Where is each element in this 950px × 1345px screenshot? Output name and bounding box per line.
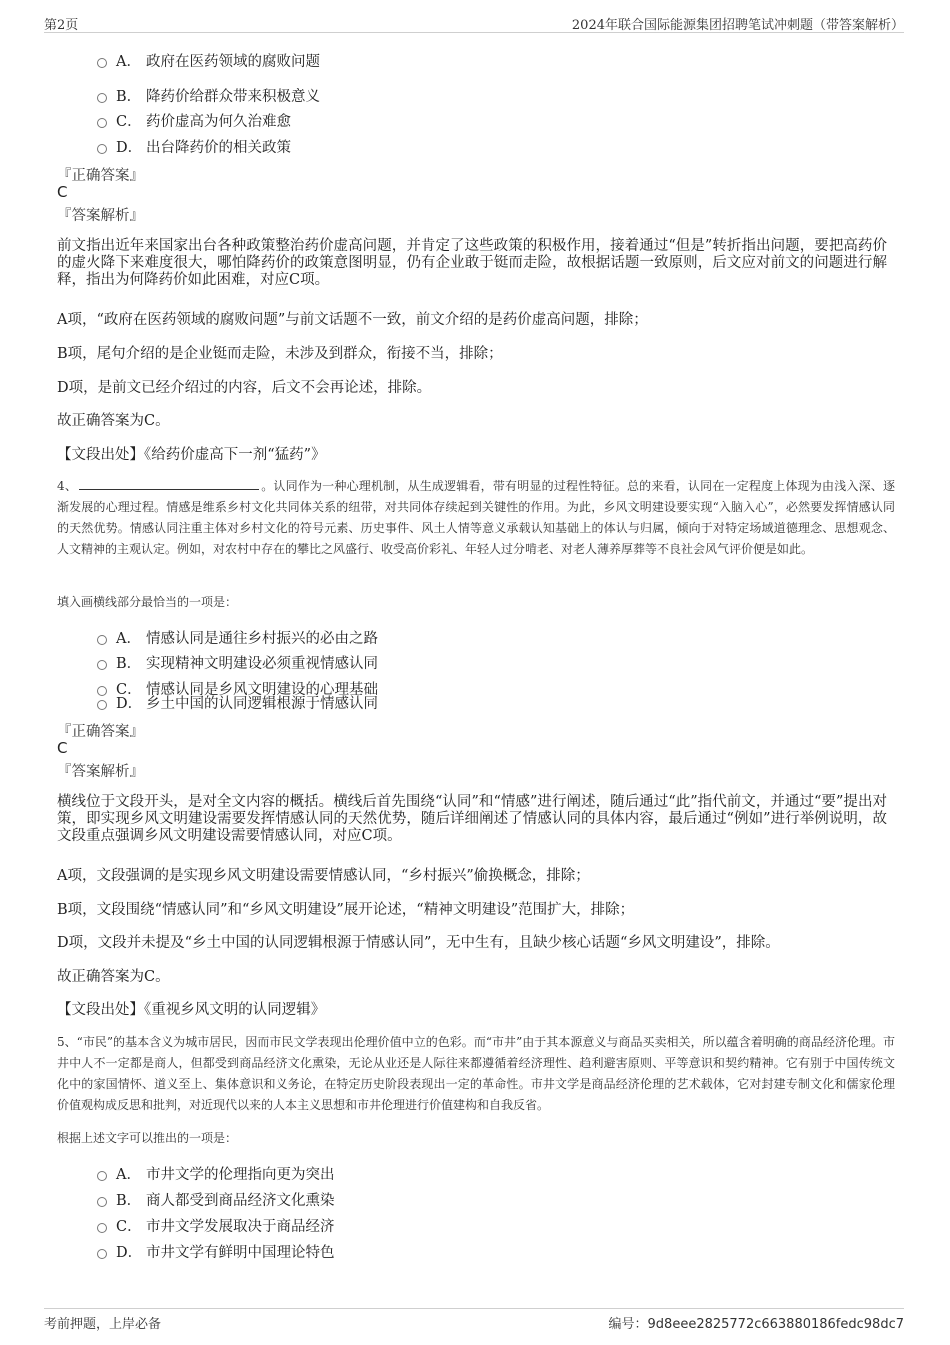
option-text: 商人都受到商品经济文化熏染 — [146, 1193, 335, 1209]
option-key: D． — [116, 1245, 143, 1261]
radio-icon[interactable] — [97, 700, 107, 710]
radio-icon[interactable] — [97, 1249, 107, 1259]
fill-blank — [79, 478, 259, 490]
option-key: A． — [116, 631, 141, 647]
radio-icon[interactable] — [97, 635, 107, 645]
q4-answer: C — [57, 739, 68, 757]
document-code — [609, 1313, 904, 1332]
q5-prompt: 根据上述文字可以推出的一项是： — [57, 1131, 238, 1145]
option-key: B． — [116, 1193, 142, 1209]
q3-option-b[interactable] — [97, 85, 320, 106]
footer-slogan: 考前押题，上岸必备 — [44, 1317, 162, 1332]
option-text: 乡土中国的认同逻辑根源于情感认同 — [146, 696, 378, 712]
option-key: B． — [116, 656, 142, 672]
option-text: 市井文学有鲜明中国理论特色 — [146, 1245, 335, 1261]
q4-body: 。认同作为一种心理机制，从生成逻辑看，带有明显的过程性特征。总的来看，认同在一定程度上体现为由浅入深、逐渐发展的心理过程。情感是维系乡村文化共同体关系的纽带，对共同体存续起到关键性的作用。为此，乡风文明建设要实现“入脑入心”，必然要发挥情感认同的天然优势。情感认同注重主体对乡村文化的符号元素、历史事件、风土人情等意义承载认知基础上的体认与归属，倾向于对特定场域道德理念、思想观念、人文精神的主观认定。例如，对农村中存在的攀比之风盛行、收受高价彩礼、年轻人过分啃老、对老人薄养厚葬等不良社会风气评价便是如此。 — [57, 479, 895, 556]
q3-analysis-line-b: B项，尾句介绍的是企业铤而走险，未涉及到群众，衔接不当，排除； — [57, 346, 503, 362]
q3-option-a[interactable] — [97, 50, 320, 71]
q3-answer-label: 『正确答案』 — [57, 168, 144, 184]
option-text: 市井文学的伦理指向更为突出 — [146, 1167, 335, 1183]
q3-analysis-line-a: A项，“政府在医药领域的腐败问题”与前文话题不一致，前文介绍的是药价虚高问题，排除； — [57, 312, 648, 328]
q4-analysis-line-d: D项，文段并未提及“乡土中国的认同逻辑根源于情感认同”，无中生有，且缺少核心话题“乡风文明建设”，排除。 — [57, 935, 780, 951]
option-key: D． — [116, 696, 143, 712]
q4-analysis-label: 『答案解析』 — [57, 764, 144, 780]
option-key: D． — [116, 140, 143, 156]
q3-option-c[interactable] — [97, 110, 291, 131]
option-key: C． — [116, 114, 142, 130]
q5-option-c[interactable] — [97, 1215, 335, 1236]
q3-analysis-line-d: D项，是前文已经介绍过的内容，后文不会再论述，排除。 — [57, 380, 432, 396]
q4-prompt: 填入画横线部分最恰当的一项是： — [57, 595, 238, 609]
footer-divider — [44, 1308, 904, 1309]
q3-option-d[interactable] — [97, 136, 291, 157]
option-text: 情感认同是通往乡村振兴的必由之路 — [146, 631, 378, 647]
radio-icon[interactable] — [97, 660, 107, 670]
q4-analysis-text: 横线位于文段开头，是对全文内容的概括。横线后首先围绕“认同”和“情感”进行阐述，随后通过“此”指代前文，并通过“要”提出对策，即实现乡风文明建设需要发挥情感认同的天然优势，随后详细阐述了情感认同的具体内容，最后通过“例如”进行举例说明，故文段重点强调乡风文明建设需要情感认同，对应C项。 — [57, 794, 887, 844]
q4-analysis-line-b: B项，文段围绕“情感认同”和“乡风文明建设”展开论述，“精神文明建设”范围扩大，排除； — [57, 902, 635, 918]
page-number: 第2页 — [44, 18, 79, 33]
option-key: C． — [116, 1219, 142, 1235]
q4-option-b[interactable] — [97, 652, 378, 673]
q4-source: 【文段出处】《重视乡风文明的认同逻辑》 — [57, 1002, 326, 1018]
q3-conclusion: 故正确答案为C。 — [57, 413, 170, 429]
option-key: B． — [116, 89, 142, 105]
option-text: 政府在医药领域的腐败问题 — [146, 54, 320, 70]
q4-number: 4、 — [57, 479, 78, 493]
q4-conclusion: 故正确答案为C。 — [57, 969, 170, 985]
radio-icon[interactable] — [97, 118, 107, 128]
q5-option-d[interactable] — [97, 1241, 335, 1262]
header-divider — [44, 32, 904, 33]
code-value: 9d8eee2825772c663880186fedc98dc7 — [647, 1317, 904, 1332]
q5-question-text: 5、“市民”的基本含义为城市居民，因而市民文学表现出伦理价值中立的色彩。而“市井”由于其本源意义与商品买卖相关，所以蕴含着明确的商品经济伦理。市井中人不一定都是商人，但都受到商品经济文化熏染，无论从业还是人际往来都遵循着经济理性、趋利避害原则、平等意识和契约精神。它有别于中国传统文化中的家国情怀、道义至上、集体意识和义务论，在特定历史阶段表现出一定的革命性。市井文学是商品经济伦理的艺术载体，它对封建专制文化和儒家伦理价值观构成反思和批判，对近现代以来的人本主义思想和市井伦理进行价值建构和自我反省。 — [57, 1035, 895, 1112]
option-text: 实现精神文明建设必须重视情感认同 — [146, 656, 378, 672]
q4-analysis-line-a: A项，文段强调的是实现乡风文明建设需要情感认同，“乡村振兴”偷换概念，排除； — [57, 868, 590, 884]
option-key: A． — [116, 54, 141, 70]
q4-option-d[interactable] — [97, 692, 378, 713]
q3-source: 【文段出处】《给药价虚高下一剂“猛药”》 — [57, 447, 326, 463]
q3-analysis-label: 『答案解析』 — [57, 208, 144, 224]
option-text: 药价虚高为何久治难愈 — [146, 114, 291, 130]
q4-option-a[interactable] — [97, 627, 378, 648]
radio-icon[interactable] — [97, 93, 107, 103]
code-label: 编号： — [608, 1317, 648, 1332]
radio-icon[interactable] — [97, 1171, 107, 1181]
q3-answer: C — [57, 183, 68, 201]
radio-icon[interactable] — [97, 1197, 107, 1207]
radio-icon[interactable] — [97, 1223, 107, 1233]
document-title: 2024年联合国际能源集团招聘笔试冲刺题（带答案解析） — [571, 18, 904, 33]
option-key: C． — [116, 682, 142, 698]
q5-option-a[interactable] — [97, 1163, 335, 1184]
radio-icon[interactable] — [97, 144, 107, 154]
option-key: A． — [116, 1167, 141, 1183]
q4-answer-label: 『正确答案』 — [57, 724, 144, 740]
radio-icon[interactable] — [97, 58, 107, 68]
q3-analysis-text: 前文指出近年来国家出台各种政策整治药价虚高问题，并肯定了这些政策的积极作用，接着通过“但是”转折指出问题，要把高药价的虚火降下来难度很大，哪怕降药价的政策意图明显，仍有企业敢于铤而走险，故根据话题一致原则，后文应对前文的问题进行解释，指出为何降药价如此困难，对应C项。 — [57, 238, 887, 288]
option-text: 降药价给群众带来积极意义 — [146, 89, 320, 105]
option-text: 市井文学发展取决于商品经济 — [146, 1219, 335, 1235]
q5-option-b[interactable] — [97, 1189, 335, 1210]
option-text: 情感认同是乡风文明建设的心理基础 — [146, 682, 378, 698]
q4-question-text — [57, 476, 895, 560]
option-text: 出台降药价的相关政策 — [146, 140, 291, 156]
